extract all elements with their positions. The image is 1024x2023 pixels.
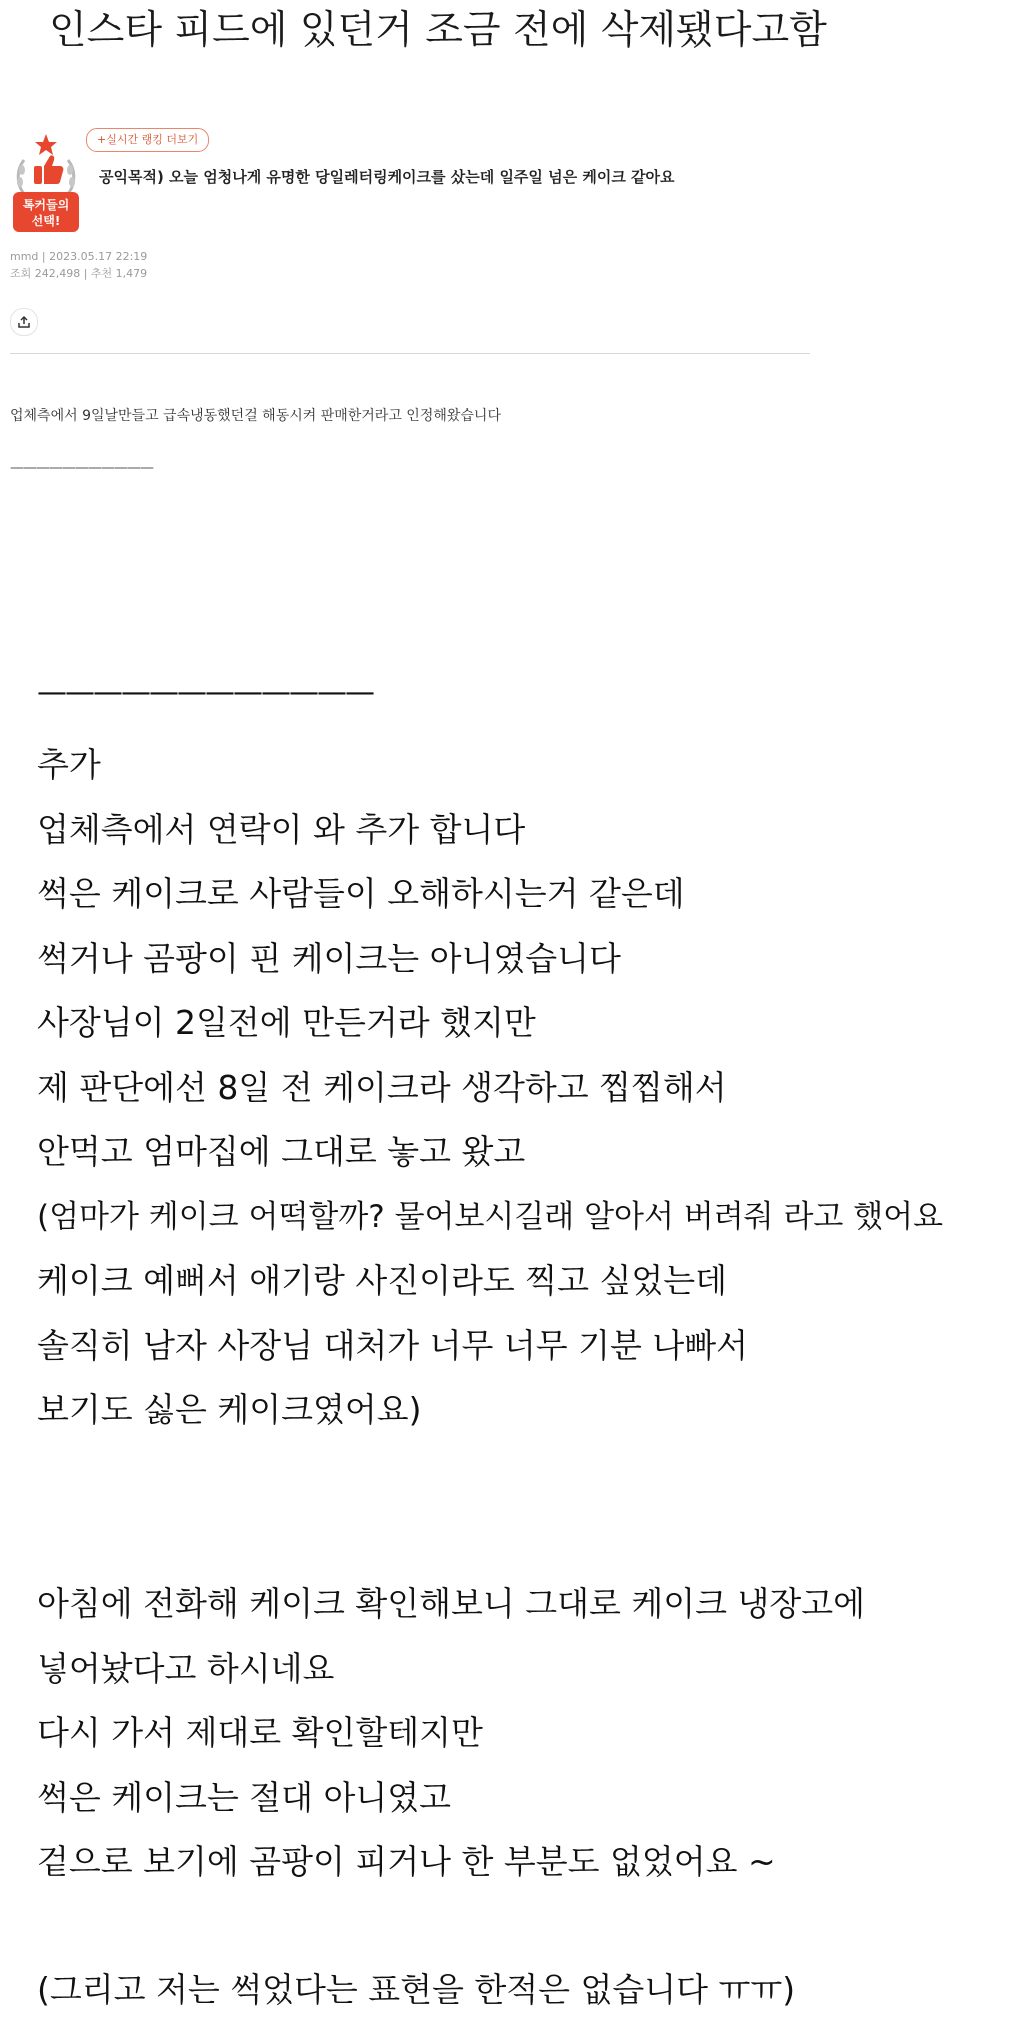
- body-line: 업체측에서 연락이 와 추가 합니다: [37, 809, 526, 849]
- body-line: 아침에 전화해 케이크 확인해보니 그대로 케이크 냉장고에: [37, 1584, 866, 1623]
- body-line: 다시 가서 제대로 확인할테지만: [37, 1713, 483, 1752]
- body-paragraph-2: [37, 1572, 865, 1895]
- snippet-dash-line: ———————————: [10, 460, 153, 476]
- body-line: 넣어놨다고 하시네요: [37, 1648, 335, 1688]
- body-line: 제 판단에선 8일 전 케이크라 생각하고 찝찝해서: [37, 1067, 727, 1107]
- body-line: 케이크 예뻐서 애기랑 사진이라도 찍고 싶었는데: [37, 1261, 728, 1300]
- post-title: 공익목적) 오늘 엄청나게 유명한 당일레터링케이크를 샀는데 일주일 넘은 케이크 같아요: [99, 168, 675, 186]
- post-screenshot: [0, 118, 820, 538]
- body-dash-line: ————————————: [37, 675, 373, 710]
- post-meta: [10, 248, 147, 282]
- body-line: (엄마가 케이크 어떡할까? 물어보시길래 알아서 버려줘 라고 했어요: [37, 1198, 944, 1235]
- body-line: 사장님이 2일전에 만든거라 했지만: [37, 1003, 536, 1042]
- share-button[interactable]: [10, 308, 38, 336]
- body-line: 솔직히 남자 사장님 대처가 너무 너무 기분 나빠서: [37, 1325, 748, 1365]
- body-paragraph-3: [37, 1958, 795, 2023]
- body-line: 썩은 케이크는 절대 아니였고: [37, 1777, 452, 1817]
- body-line: 추가: [37, 745, 101, 784]
- tokkers-choice-badge: [10, 130, 82, 240]
- body-line: 겉으로 보기에 곰팡이 피거나 한 부분도 없었어요 ~: [37, 1842, 776, 1881]
- share-icon: [17, 315, 31, 329]
- divider: [10, 353, 810, 354]
- post-author-date: mmd | 2023.05.17 22:19: [10, 250, 148, 263]
- body-paragraph-1: [37, 733, 943, 1443]
- post-stats: 조회 242,498 | 추천 1,479: [10, 267, 148, 280]
- body-line: 썩거나 곰팡이 핀 케이크는 아니였습니다: [37, 938, 621, 978]
- body-line: 보기도 싫은 케이크였어요): [37, 1390, 422, 1429]
- body-line: (그리고 저는 썩었다는 표현을 한적은 없습니다 ㅠㅠ): [37, 1970, 796, 2009]
- badge-label-line2: 선택!: [31, 214, 61, 228]
- body-line: 썩은 케이크로 사람들이 오해하시는거 같은데: [37, 874, 685, 913]
- post-body-snippet: 업체측에서 9일날만들고 급속냉동했던걸 해동시켜 판매한거라고 인정해왔습니다: [10, 408, 501, 424]
- body-line: 안먹고 엄마집에 그대로 놓고 왔고: [37, 1132, 526, 1171]
- realtime-ranking-link[interactable]: +실시간 랭킹 더보기: [86, 128, 209, 152]
- article-headline: 인스타 피드에 있던거 조금 전에 삭제됐다고함: [49, 8, 827, 53]
- badge-label-line1: 톡커들의: [22, 198, 70, 212]
